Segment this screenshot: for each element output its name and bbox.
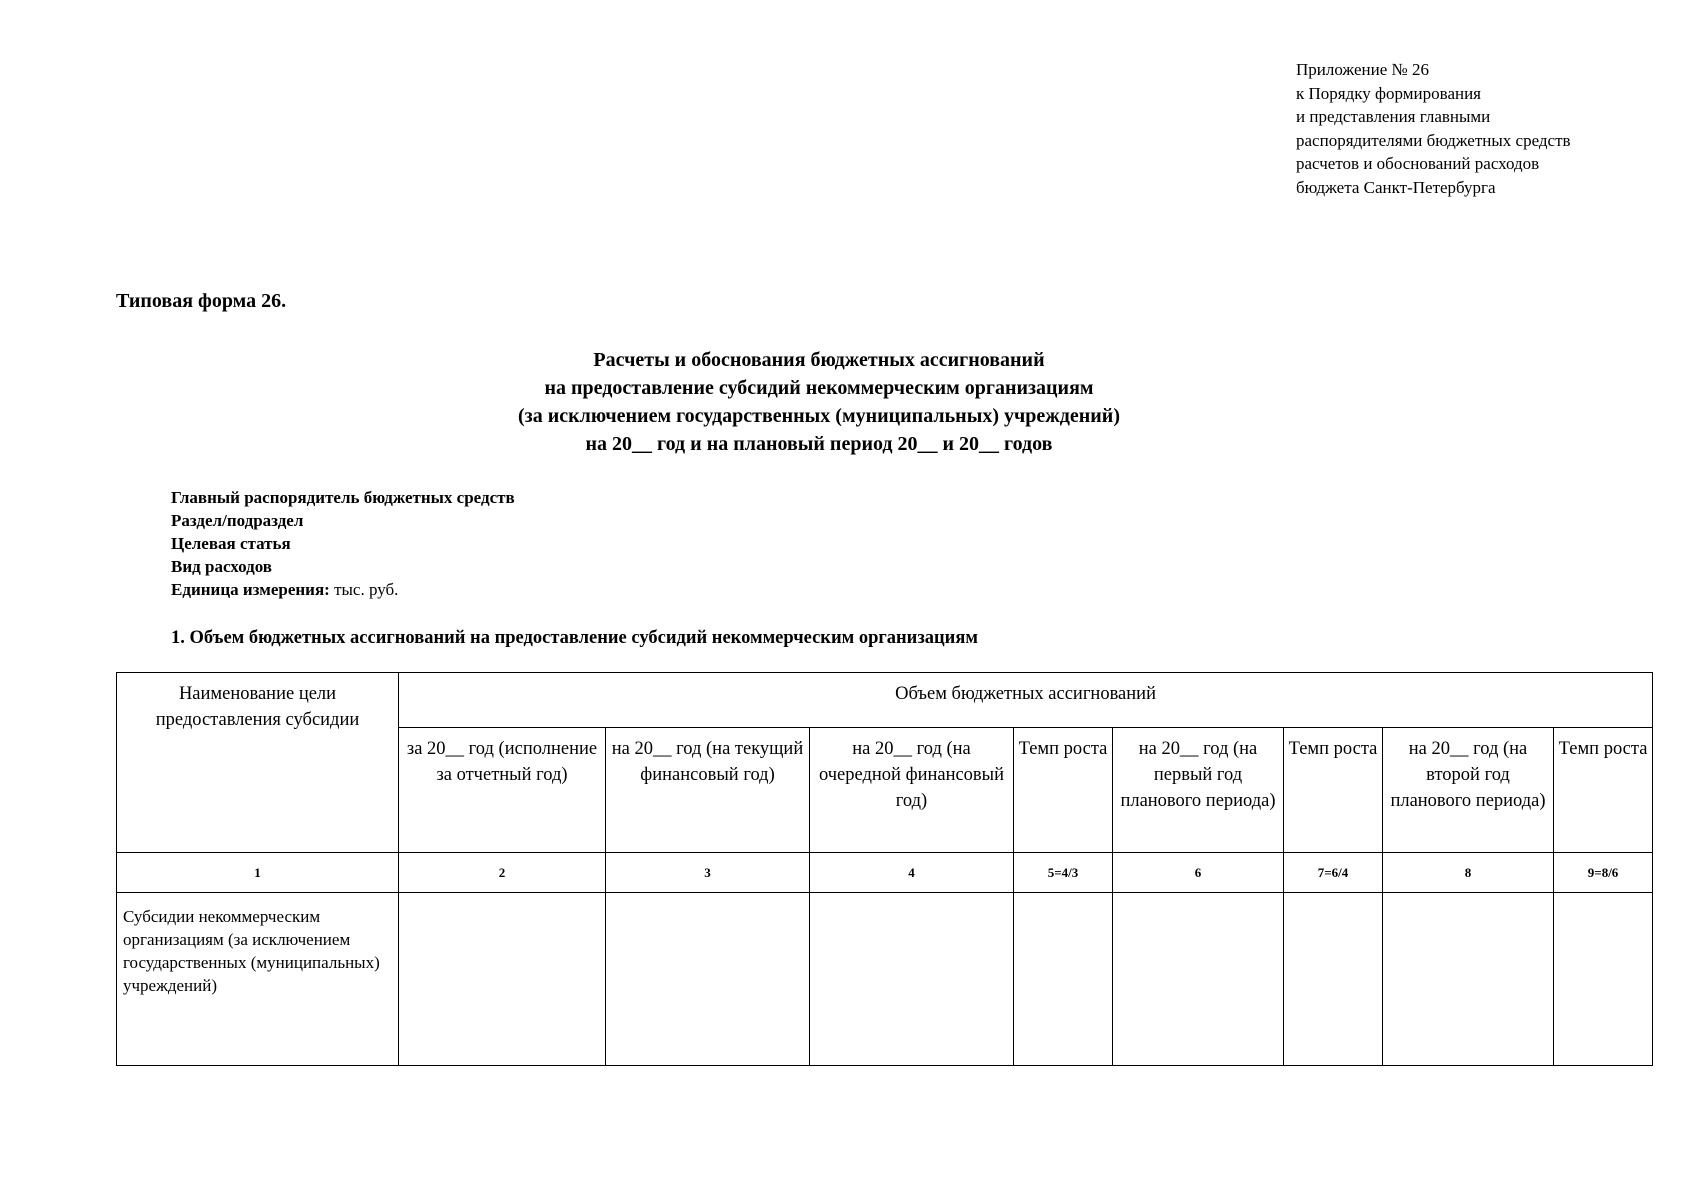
table-row — [117, 893, 1653, 1066]
column-number: 3 — [606, 853, 810, 893]
header-row — [117, 673, 1653, 728]
col-header-growth-rate: Темп роста — [1284, 728, 1383, 853]
col-header-growth-rate: Темп роста — [1554, 728, 1653, 853]
col-header-reporting-year: за 20__ год (исполнение за отчетный год) — [399, 728, 606, 853]
column-number: 9=8/6 — [1554, 853, 1653, 893]
column-number: 5=4/3 — [1014, 853, 1113, 893]
col-header-growth-rate: Темп роста — [1014, 728, 1113, 853]
appendix-line: Приложение № 26 — [1296, 60, 1429, 79]
table-cell — [1284, 893, 1383, 1066]
appendix-line: к Порядку формирования — [1296, 83, 1481, 103]
field-unit — [171, 578, 515, 601]
column-number: 4 — [810, 853, 1014, 893]
appendix-block — [1296, 58, 1571, 199]
title-line: на предоставление субсидий некоммерческим организациям — [544, 377, 1094, 399]
column-number: 7=6/4 — [1284, 853, 1383, 893]
table-cell — [606, 893, 810, 1066]
column-number: 6 — [1113, 853, 1284, 893]
table-cell — [399, 893, 606, 1066]
column-number-row — [117, 853, 1653, 893]
table-cell — [1014, 893, 1113, 1066]
field-expense-type: Вид расходов — [171, 557, 272, 576]
field-section: Раздел/подраздел — [171, 511, 304, 530]
table-cell — [1554, 893, 1653, 1066]
document-title — [116, 346, 1522, 458]
field-target-article: Целевая статья — [171, 534, 291, 553]
title-line: на 20__ год и на плановый период 20__ и 20__ годов — [585, 433, 1053, 455]
field-budget-manager: Главный распорядитель бюджетных средств — [171, 488, 515, 507]
unit-label: Единица измерения: — [171, 580, 330, 599]
row-label: Субсидии некоммерческим организациям (за исключением государственных (муниципальных) учреждений) — [117, 893, 399, 1066]
section-heading: 1. Объем бюджетных ассигнований на предоставление субсидий некоммерческим организациям — [171, 628, 978, 648]
col-header-goal: Наименование цели предоставления субсидии — [117, 673, 399, 853]
appendix-line: и представления главными — [1296, 107, 1491, 126]
appendix-line: расчетов и обоснований расходов — [1296, 154, 1540, 173]
title-line: Расчеты и обоснования бюджетных ассигнований — [593, 349, 1045, 371]
form-label: Типовая форма 26. — [116, 290, 287, 312]
column-number: 2 — [399, 853, 606, 893]
column-number: 1 — [117, 853, 399, 893]
appendix-line: бюджета Санкт-Петербурга — [1296, 177, 1496, 197]
column-number: 8 — [1383, 853, 1554, 893]
col-header-next-year: на 20__ год (на очередной финансовый год) — [810, 728, 1014, 853]
form-fields — [171, 486, 515, 601]
col-header-current-year: на 20__ год (на текущий финансовый год) — [606, 728, 810, 853]
table-cell — [810, 893, 1014, 1066]
unit-value: тыс. руб. — [334, 580, 399, 599]
col-header-plan-year-1: на 20__ год (на первый год планового периода) — [1113, 728, 1284, 853]
title-line: (за исключением государственных (муниципальных) учреждений) — [518, 405, 1120, 427]
allocations-table — [116, 672, 1653, 1066]
table-cell — [1113, 893, 1284, 1066]
table-cell — [1383, 893, 1554, 1066]
col-header-plan-year-2: на 20__ год (на второй год планового периода) — [1383, 728, 1554, 853]
appendix-line: распорядителями бюджетных средств — [1296, 130, 1571, 150]
group-header: Объем бюджетных ассигнований — [399, 673, 1653, 728]
